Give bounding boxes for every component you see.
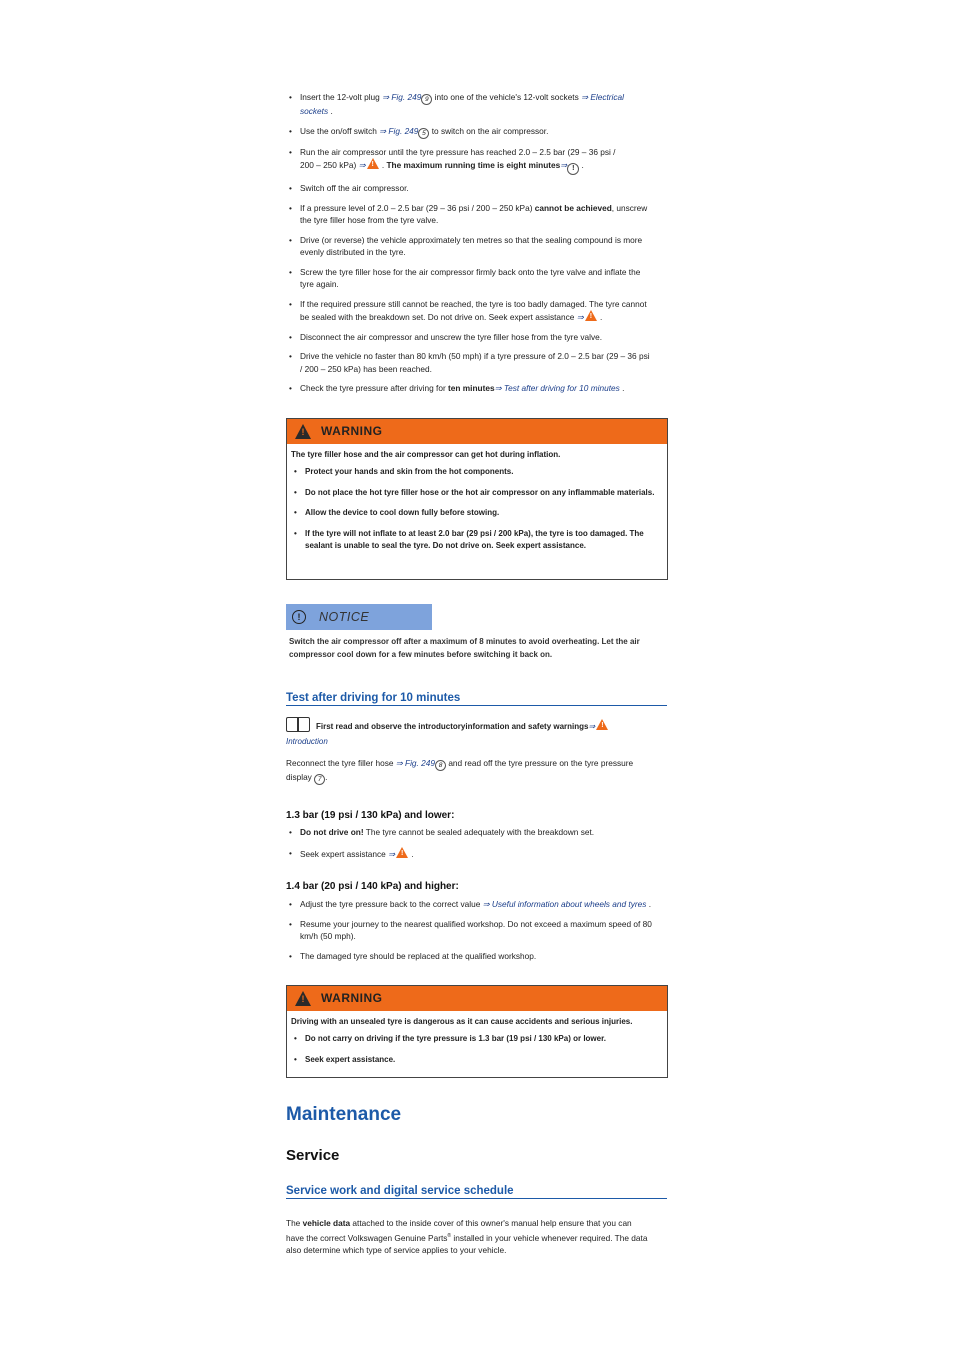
reconnect-paragraph: Reconnect the tyre filler hose ⇒ Fig. 249 8 and read off the tyre pressure on the tyre pressure display 7 . (286, 758, 634, 783)
warning-item: • Seek expert assistance. (291, 1054, 663, 1067)
fig-link[interactable]: ⇒ Fig. 249 (382, 92, 422, 102)
notice-text: Switch the air compressor off after a maximum of 8 minutes to avoid overheating. Let the air compressor cool down for a few minutes before switching it back on. (289, 637, 640, 659)
notice-icon: ! (292, 610, 306, 624)
low-pressure-list (286, 826, 676, 860)
warning-intro: Driving with an unsealed tyre is dangerous as it can cause accidents and serious injuries. (291, 1017, 633, 1026)
warning-item: • Protect your hands and skin from the hot components. (291, 466, 663, 479)
warning-triangle-icon: ! (596, 719, 608, 730)
notice-ref-link[interactable]: ⇒ (560, 160, 568, 170)
callout-number: 9 (421, 94, 432, 105)
notice-header: ! NOTICE (286, 604, 432, 630)
notice-icon: ! (567, 163, 579, 175)
introduction-link[interactable]: Introduction (286, 737, 328, 746)
list-item: • Drive (or reverse) the vehicle approximately ten metres so that the sealing compound is more evenly distributed in the tyre. (286, 234, 676, 259)
low-pressure-heading: 1.3 bar (19 psi / 130 kPa) and lower: (286, 810, 455, 821)
callout-number: 8 (435, 760, 446, 771)
electrical-sockets-link[interactable]: ⇒ Electrical (581, 92, 624, 102)
list-item: • Check the tyre pressure after driving for ten minutes⇒ Test after driving for 10 minutes . (286, 382, 676, 395)
warning-item: • If the tyre will not inflate to at least 2.0 bar (29 psi / 200 kPa), the tyre is too damaged. The sealant is unable to seal the tyre. Do not drive on. Seek expert assistance. (291, 528, 663, 553)
warning-intro: The tyre filler hose and the air compressor can get hot during inflation. (291, 450, 561, 459)
warning-header: ! WARNING (287, 419, 667, 444)
warning-item: • Do not place the hot tyre filler hose or the hot air compressor on any inflammable materials. (291, 487, 663, 500)
list-item: • Adjust the tyre pressure back to the correct value ⇒ Useful information about wheels and tyres . (286, 898, 676, 911)
high-pressure-heading: 1.4 bar (20 psi / 140 kPa) and higher: (286, 881, 459, 892)
warning-header: ! WARNING (287, 986, 667, 1011)
list-item: • Run the air compressor until the tyre pressure has reached 2.0 – 2.5 bar (29 – 36 psi / 200 – 250 kPa) ⇒ ! . The maximum running time is eight minutes⇒ ! . (286, 146, 676, 176)
list-item: • Screw the tyre filler hose for the air compressor firmly back onto the tyre valve and inflate the tyre again. (286, 266, 676, 291)
callout-number: 5 (418, 128, 429, 139)
intro-ref-link[interactable]: ⇒ (588, 722, 596, 731)
section-heading-test-after-driving: Test after driving for 10 minutes (286, 692, 667, 706)
list-item: • Insert the 12-volt plug ⇒ Fig. 249 9 into one of the vehicle's 12-volt sockets ⇒ Electrical sockets . (286, 91, 676, 118)
chapter-title-maintenance: Maintenance (286, 1104, 402, 1125)
list-item: • If a pressure level of 2.0 – 2.5 bar (29 – 36 psi / 200 – 250 kPa) cannot be achieved, unscrew the tyre filler hose from the tyre valve. (286, 202, 676, 227)
procedure-list (286, 91, 676, 395)
subsection-heading-service-work: Service work and digital service schedule (286, 1185, 667, 1199)
fig-link[interactable]: ⇒ Fig. 249 (395, 758, 436, 768)
vehicle-data-paragraph: The vehicle data attached to the inside cover of this owner's manual help ensure that you can have the correct Volkswagen Genuine Parts® installed in your vehicle whenever required. The data also determine which type of service applies to your vehicle. (286, 1218, 648, 1255)
test-after-driving-link[interactable]: ⇒ Test after driving for 10 minutes (494, 383, 620, 393)
list-item: • Do not drive on! The tyre cannot be sealed adequately with the breakdown set. (286, 826, 676, 839)
warning-item: • Allow the device to cool down fully before stowing. (291, 507, 663, 520)
callout-number: 7 (314, 774, 325, 785)
warning-ref-link[interactable]: ⇒ (576, 312, 584, 322)
warning-ref-link[interactable]: ⇒ (388, 848, 396, 859)
book-icon (286, 717, 310, 732)
warning-triangle-icon: ! (396, 847, 408, 858)
warning-ref-link[interactable]: ⇒ (358, 160, 366, 170)
list-item: • Seek expert assistance ⇒ ! . (286, 847, 676, 861)
warning-item: • Do not carry on driving if the tyre pressure is 1.3 bar (19 psi / 130 kPa) or lower. (291, 1033, 663, 1046)
list-item: • If the required pressure still cannot be reached, the tyre is too badly damaged. The tyre cannot be sealed with the breakdown set. Do not drive on. Seek expert assistance ⇒ ! . (286, 298, 676, 324)
warning-triangle-icon: ! (585, 310, 597, 321)
warning-box-unsealed-tyre (286, 985, 668, 1078)
list-item: • The damaged tyre should be replaced at the qualified workshop. (286, 950, 676, 963)
high-pressure-list (286, 898, 676, 962)
fig-link[interactable]: ⇒ Fig. 249 (379, 125, 419, 136)
warning-triangle-icon: ! (295, 424, 311, 439)
read-first-note: First read and observe the introductoryinformation and safety warnings⇒ ! Introduction (286, 717, 676, 749)
list-item: • Drive the vehicle no faster than 80 km/h (50 mph) if a tyre pressure of 2.0 – 2.5 bar (29 – 36 psi / 200 – 250 kPa) has been reached. (286, 350, 676, 375)
wheels-tyres-link[interactable]: ⇒ Useful information about wheels and tyres (482, 899, 647, 909)
section-title-service: Service (286, 1147, 340, 1164)
electrical-sockets-link-cont[interactable]: sockets (300, 106, 329, 116)
notice-box (286, 604, 668, 661)
list-item: • Switch off the air compressor. (286, 182, 676, 195)
warning-triangle-icon: ! (367, 158, 379, 169)
list-item: • Use the on/off switch ⇒ Fig. 249 5 to switch on the air compressor. (286, 125, 676, 139)
list-item: • Disconnect the air compressor and unscrew the tyre filler hose from the tyre valve. (286, 331, 676, 344)
list-item: • Resume your journey to the nearest qualified workshop. Do not exceed a maximum speed of 80 km/h (50 mph). (286, 918, 660, 943)
warning-triangle-icon: ! (295, 991, 311, 1006)
warning-box-hot-components (286, 418, 668, 580)
